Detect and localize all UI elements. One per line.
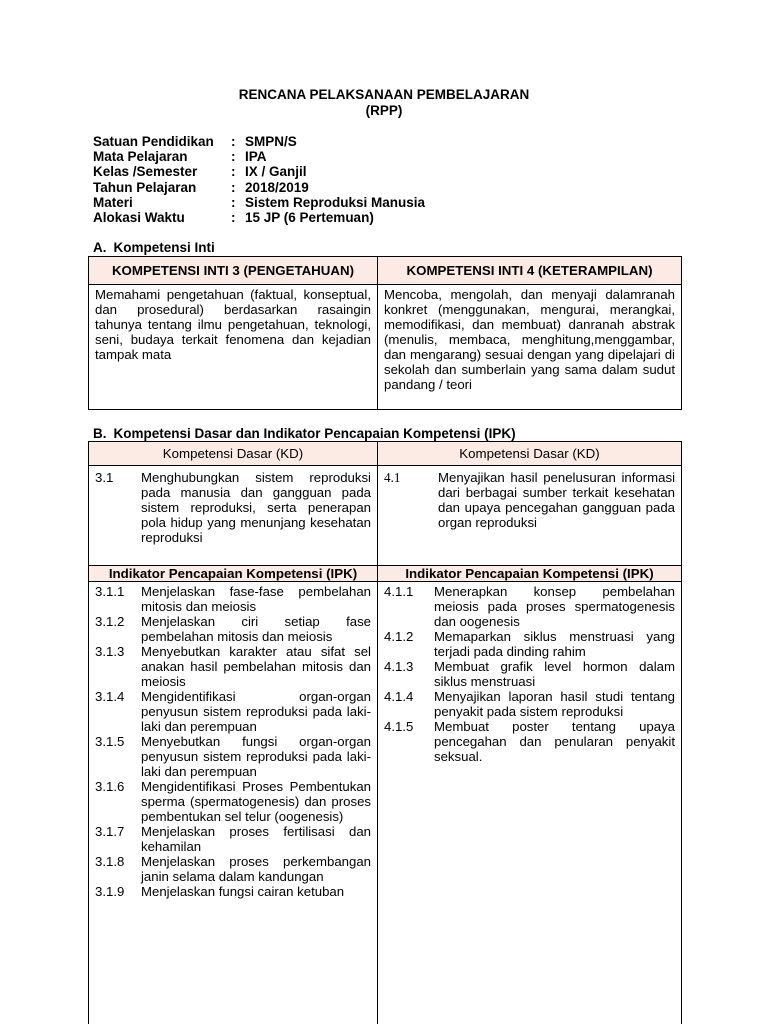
ipk-text: Menjelaskan ciri setiap fase pembelahan mitosis dan meiosis [141, 614, 371, 644]
kd-item [378, 466, 681, 530]
meta-value: SMPN/S [245, 134, 297, 149]
ipk-text: Menyajikan laporan hasil studi tentang penyakit pada sistem reproduksi [434, 689, 675, 719]
kd-header-right: Kompetensi Dasar (KD) [459, 446, 600, 461]
ipk-item [89, 734, 377, 779]
kd-header-right-cell [377, 441, 682, 466]
kd-left-cell [88, 465, 378, 566]
ipk-text: Mengidentifikasi organ-organ penyusun sistem reproduksi pada laki-laki dan perempuan [141, 689, 371, 734]
ipk-number: 4.1.5 [384, 719, 414, 734]
ipk-text: Mengidentifikasi Proses Pembentukan sperma (spermatogenesis) dan proses pembentukan sel telur (oogenesis) [141, 779, 371, 824]
ipk-item [89, 824, 377, 854]
ipk-item [378, 584, 681, 629]
ipk-number: 3.1.7 [95, 824, 125, 839]
ipk-number: 3.1.8 [95, 854, 125, 869]
meta-row-tahun [93, 180, 425, 195]
meta-value: 2018/2019 [245, 179, 309, 195]
ki3-body-cell [88, 284, 378, 410]
ipk-text: Membuat grafik level hormon dalam siklus menstruasi [434, 659, 675, 689]
meta-label: Mata Pelajaran [93, 149, 188, 165]
ipk-left-cell [88, 581, 378, 1024]
ipk-item [378, 659, 681, 689]
kd-item [89, 466, 377, 545]
document-title: RENCANA PELAKSANAAN PEMBELAJARAN [238, 87, 530, 102]
meta-row-alokasi [93, 210, 425, 225]
kd-header-left: Kompetensi Dasar (KD) [162, 446, 304, 461]
ki4-text: Mencoba, mengolah, dan menyaji dalamranah konkret (menggunakan, mengurai, merangkai, memodifikasi, dan membuat) danranah abstrak (menulis, membaca, menghitung,menggambar, dan mengarang) sesuai dengan yang dipelajari di sekolah dan sumberlain yang sama dalam sudut pandang / teori [384, 287, 675, 392]
meta-label: Satuan Pendidikan [93, 134, 214, 149]
ipk-text: Menerapkan konsep pembelahan meiosis pada proses spermatogenesis dan oogenesis [434, 584, 675, 629]
ipk-number: 4.1.4 [384, 689, 414, 704]
meta-colon: : [231, 149, 236, 165]
ipk-number: 4.1.1 [384, 584, 414, 599]
ipk-number: 4.1.3 [384, 659, 414, 674]
ipk-text: Memaparkan siklus menstruasi yang terjadi pada dinding rahim [434, 629, 675, 659]
identity-block [93, 134, 425, 225]
ipk-header-right: Indikator Pencapaian Kompetensi (IPK) [405, 566, 654, 581]
ipk-text: Menyebutkan fungsi organ-organ penyusun sistem reproduksi pada laki-laki dan perempuan [141, 734, 371, 779]
meta-value: Sistem Reproduksi Manusia [245, 194, 426, 210]
ipk-number: 3.1.4 [95, 689, 125, 704]
meta-row-kelas [93, 164, 425, 179]
meta-colon: : [231, 179, 236, 195]
ki4-header-cell [377, 256, 682, 285]
ipk-text: Menjelaskan fungsi cairan ketuban [141, 884, 345, 899]
ipk-item [89, 779, 377, 824]
ipk-text: Menjelaskan fase-fase pembelahan mitosis dan meiosis [141, 584, 371, 614]
section-letter: A. [93, 240, 107, 255]
ipk-header-left: Indikator Pencapaian Kompetensi (IPK) [108, 566, 358, 581]
meta-colon: : [231, 164, 236, 180]
meta-colon: : [231, 194, 236, 210]
ki3-header: KOMPETENSI INTI 3 (PENGETAHUAN) [111, 263, 355, 278]
kd-text: Menyajikan hasil penelusuran informasi dari berbagai sumber terkait kesehatan dan upaya pencegahan gangguan pada organ reproduksi [438, 470, 675, 530]
section-a-heading [93, 240, 215, 255]
ki4-body-cell [377, 284, 682, 410]
meta-label: Materi [93, 194, 133, 210]
ipk-item [89, 884, 377, 899]
ipk-header-left-cell [88, 565, 378, 582]
kd-header-left-cell [88, 441, 378, 466]
kd-number: 3.1 [95, 470, 114, 485]
ki3-text: Memahami pengetahuan (faktual, konseptual, dan prosedural) berdasarkan rasaingin tahunya tentang ilmu pengetahuan, teknologi, seni, budaya terkait fenomena dan kejadian tampak mata [95, 287, 371, 362]
ipk-number: 3.1.9 [95, 884, 125, 899]
ipk-item [89, 854, 377, 884]
ipk-right-cell [377, 581, 682, 1024]
ipk-header-right-cell [377, 565, 682, 582]
ipk-text: Menjelaskan proses fertilisasi dan kehamilan [141, 824, 371, 854]
ki3-header-cell [88, 256, 378, 285]
meta-colon: : [231, 134, 236, 149]
ipk-item [378, 719, 681, 764]
ki4-header: KOMPETENSI INTI 4 (KETERAMPILAN) [406, 263, 653, 278]
meta-value: IX / Ganjil [245, 164, 307, 180]
ipk-number: 3.1.2 [95, 614, 125, 629]
ipk-number: 3.1.3 [95, 644, 125, 659]
meta-row-materi [93, 195, 425, 210]
ipk-item [89, 614, 377, 644]
ipk-number: 3.1.1 [95, 584, 125, 599]
ipk-text: Menjelaskan proses perkembangan janin selama dalam kandungan [141, 854, 371, 884]
ipk-number: 4.1.2 [384, 629, 414, 644]
kd-number: 4.1 [384, 470, 401, 485]
section-letter: B. [93, 426, 107, 441]
kd-right-cell [377, 465, 682, 566]
ipk-text: Membuat poster tentang upaya pencegahan dan penularan penyakit seksual. [434, 719, 675, 764]
ipk-number: 3.1.5 [95, 734, 125, 749]
ipk-item [378, 629, 681, 659]
meta-value: 15 JP (6 Pertemuan) [245, 209, 374, 225]
ipk-item [89, 644, 377, 689]
meta-colon: : [231, 209, 236, 225]
meta-value: IPA [245, 149, 267, 165]
ipk-item [378, 689, 681, 719]
ipk-number: 3.1.6 [95, 779, 125, 794]
ipk-text: Menyebutkan karakter atau sifat sel anakan hasil pembelahan mitosis dan meiosis [141, 644, 371, 689]
section-b-heading [93, 426, 516, 441]
meta-label: Kelas /Semester [93, 164, 198, 180]
kd-text: Menghubungkan sistem reproduksi pada manusia dan gangguan pada sistem reproduksi, serta penerapan pola hidup yang menunjang kesehatan reproduksi [141, 470, 371, 545]
meta-row-mapel [93, 149, 425, 164]
meta-row-satuan [93, 134, 425, 149]
section-title: Kompetensi Inti [113, 240, 215, 255]
meta-label: Tahun Pelajaran [93, 179, 197, 195]
meta-label: Alokasi Waktu [93, 209, 185, 225]
section-title: Kompetensi Dasar dan Indikator Pencapaian Kompetensi (IPK) [113, 426, 516, 441]
ipk-item [89, 584, 377, 614]
ipk-item [89, 689, 377, 734]
document-subtitle: (RPP) [365, 103, 403, 118]
